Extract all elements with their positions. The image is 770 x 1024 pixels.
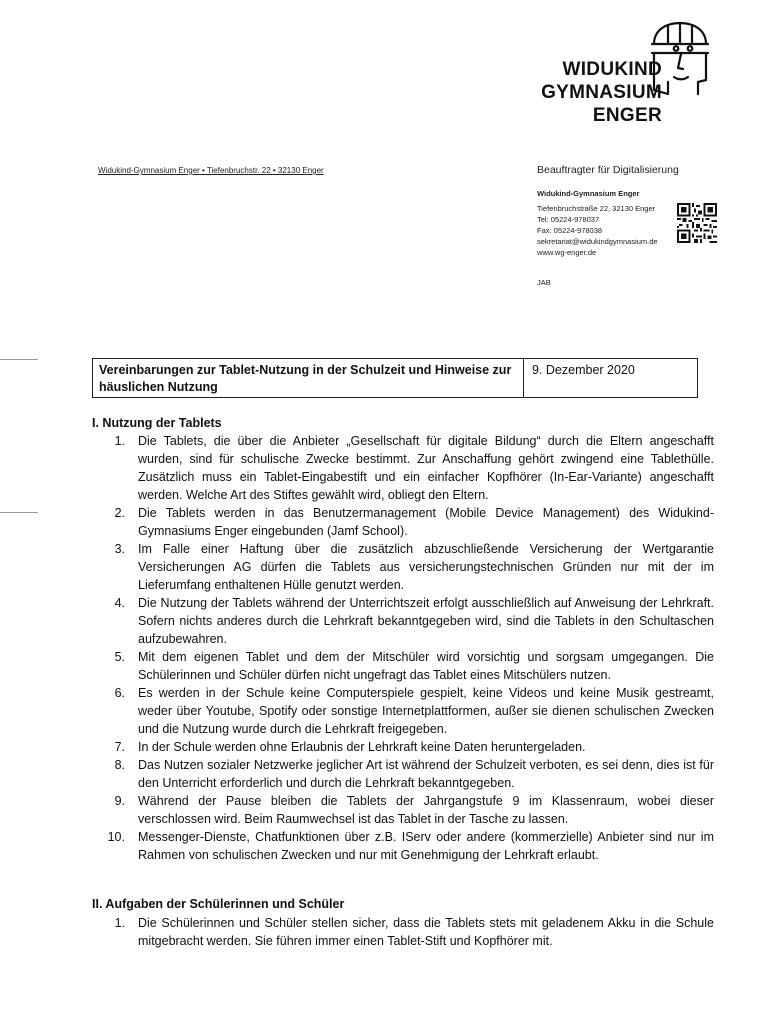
list-item: 4. Die Nutzung der Tablets während der Unterrichtszeit erfolgt ausschließlich auf Anweisung der Lehrkraft. Sofern nichts anderes durch die Lehrkraft bekanntgegeben wird, sind die Tablets in den Schultaschen aufzubewahren. <box>114 596 714 646</box>
logo-line-2: GYMNASIUM <box>541 82 662 103</box>
list-item: 5. Mit dem eigenen Tablet und dem der Mitschüler wird vorsichtig und sorgsam umgegangen. Die Schülerinnen und Schüler dürfen nicht ungefragt das Tablet eines Mitschülers nutzen. <box>114 650 714 682</box>
list-item: 1. Die Tablets, die über die Anbieter „Gesellschaft für digitale Bildung“ durch die Eltern angeschafft wurden, sind für schulische Zwecke bestimmt. Zur Anschaffung gehört zwingend eine Tablethülle. Zusätzlich muss ein Tablet-Eingabestift und ein einfacher Kopfhörer (In-Ear-Variante) angeschafft werden. Welche Art des Stiftes gewählt wird, obliegt den Eltern. <box>114 434 714 502</box>
list-item: 7. In der Schule werden ohne Erlaubnis der Lehrkraft keine Daten heruntergeladen. <box>114 740 586 754</box>
fold-mark-lower <box>0 512 38 513</box>
qr-code-icon <box>677 203 717 243</box>
list-item: 3. Im Falle einer Haftung über die zusätzlich abzuschließende Versicherung der Wertgarantie Versicherungen AG dürfen die Tablets aus versicherungstechnischen Gründen nur mit der im Lieferumfang enthaltenen Hülle genutzt werden. <box>114 542 714 592</box>
sender-email[interactable]: sekretariat@widukindgymnasium.de <box>537 237 658 246</box>
subject-title: Vereinbarungen zur Tablet-Nutzung in der Schulzeit und Hinweise zur häuslichen Nutzung <box>93 359 524 397</box>
section-heading-student-duties: II. Aufgaben der Schülerinnen und Schüler <box>92 897 345 911</box>
logo-line-3: ENGER <box>592 105 662 126</box>
list-item: 2. Die Tablets werden in das Benutzermanagement (Mobile Device Management) des Widukind-Gymnasiums Enger eingebunden (Jamf School). <box>114 506 714 538</box>
section-heading-usage: I. Nutzung der Tablets <box>92 416 222 430</box>
school-logo-wordmark <box>527 58 662 127</box>
student-duties-list <box>92 914 714 950</box>
list-item: 10. Messenger-Dienste, Chatfunktionen über z.B. IServ oder andere (kommerzielle) Anbieter sind nur im Rahmen von schulischen Zwecken und nur mit Genehmigung der Lehrkraft erlaubt. <box>107 830 714 862</box>
sender-school-name: Widukind-Gymnasium Enger <box>537 189 640 198</box>
sender-web[interactable]: www.wg-enger.de <box>537 248 597 257</box>
sender-role: Beauftragter für Digitalisierung <box>537 164 679 176</box>
logo-line-1: WIDUKIND <box>562 59 662 80</box>
sender-fax: Fax: 05224-978038 <box>537 226 603 235</box>
subject-table <box>92 358 698 398</box>
list-item: 6. Es werden in der Schule keine Computerspiele gespielt, keine Videos und keine Musik gestreamt, weder über Youtube, Spotify oder sonstige Internetplattformen, außer sie dienen schulischen Zwecken und die Nutzung wurde durch die Lehrkraft freigegeben. <box>114 686 714 736</box>
sender-tel: Tel: 05224-978037 <box>537 215 600 224</box>
document-date: 9. Dezember 2020 <box>532 363 635 377</box>
sender-contact-block <box>537 188 658 258</box>
sender-initials: JAB <box>537 278 551 287</box>
usage-rules-list <box>92 432 714 864</box>
return-address: Widukind-Gymnasium Enger • Tiefenbruchstr. 22 • 32130 Enger <box>98 166 324 175</box>
helmeted-head-icon <box>648 20 710 112</box>
list-item: 8. Das Nutzen sozialer Netzwerke jeglicher Art ist während der Schulzeit verboten, es sei denn, dies ist für den Unterricht erforderlich und durch die Lehrkraft bekanntgegeben. <box>114 758 714 790</box>
list-item: 1. Die Schülerinnen und Schüler stellen sicher, dass die Tablets stets mit geladenem Akku in die Schule mitgebracht werden. Sie führen immer einen Tablet-Stift und Kopfhörer mit. <box>114 916 714 948</box>
list-item: 9. Während der Pause bleiben die Tablets der Jahrgangstufe 9 im Klassenraum, wobei dieser verschlossen wird. Beim Raumwechsel ist das Tablet in der Tasche zu lassen. <box>114 794 714 826</box>
fold-mark-upper <box>0 359 38 360</box>
sender-address: Tiefenbruchstraße 22, 32130 Enger <box>537 204 656 213</box>
